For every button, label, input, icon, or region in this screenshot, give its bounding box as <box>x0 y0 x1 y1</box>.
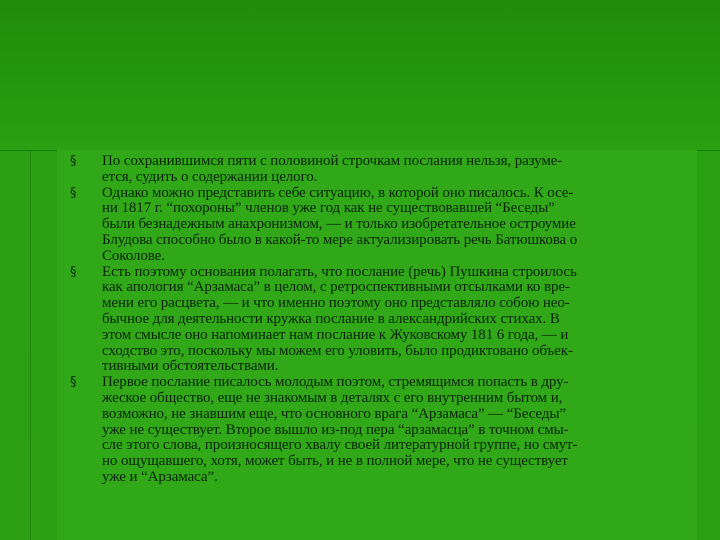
bullet-text-line: бычное для деятельности кружка послание в александрийских стихах. В <box>102 310 560 327</box>
decorative-line <box>30 150 31 540</box>
bullet-item <box>70 375 690 486</box>
bullet-text-line: Есть поэтому основания полагать, что послание (речь) Пушкина строилось <box>102 263 577 280</box>
bullet-text-line: уже не существует. Второе вышло из-под пера “арзамасца” в точном смы- <box>102 421 569 438</box>
bullet-text-line: но ощущавшего, хотя, может быть, и не в полной мере, что не существует <box>102 453 568 470</box>
bullet-text-line: уже и “Арзамаса”. <box>102 468 218 485</box>
bullet-text-line: жеское общество, еще не знакомым в деталях с его внутренним бытом и, <box>102 389 563 406</box>
bullet-text-line: этом смысле оно напоминает нам послание к Жуковскому 181 6 года, — и <box>102 326 569 343</box>
bullet-item <box>70 154 690 186</box>
bullet-text-line: Первое послание писалось молодым поэтом, стремящимся попасть в дру- <box>102 374 569 391</box>
bullet-item <box>70 265 690 376</box>
bullet-marker-icon: § <box>70 185 77 201</box>
bullet-list <box>70 154 690 486</box>
bullet-text-line: сле этого слова, произносящего хвалу своей литературной группе, но смут- <box>102 437 578 454</box>
bullet-text-line: Блудова способно было в какой-то мере актуализировать речь Батюшкова о <box>102 231 578 248</box>
bullet-text-line: сходство это, поскольку мы можем его уловить, было продиктовано объек- <box>102 342 573 359</box>
bullet-text-line: тивными обстоятельствами. <box>102 358 279 375</box>
bullet-text-line: ется, судить о содержании целого. <box>102 168 318 185</box>
bullet-text-line: Соколове. <box>102 247 165 264</box>
bullet-text-line: мени его расцвета, — и что именно поэтому оно представляло собою нео- <box>102 295 570 312</box>
bullet-text-line: ни 1817 г. “похороны” членов уже год как не существовавшей “Беседы” <box>102 200 555 217</box>
bullet-text-line: были безнадежным анахронизмом, — и только изобретательное остроумие <box>102 216 576 233</box>
bullet-text-line: возможно, не знавшим еще, что основного врага “Арзамаса” — “Беседы” <box>102 405 566 422</box>
bullet-marker-icon: § <box>70 375 77 391</box>
bullet-text-line: Однако можно представить себе ситуацию, в которой оно писалось. К осе- <box>102 184 574 201</box>
bullet-text-line: как апология “Арзамаса” в целом, с ретроспективными отсылками ко вре- <box>102 279 570 296</box>
bullet-text-line: По сохранившимся пяти с половиной строчкам послания нельзя, разуме- <box>102 153 563 169</box>
bullet-item <box>70 186 690 265</box>
bullet-marker-icon: § <box>70 154 77 169</box>
bullet-marker-icon: § <box>70 264 77 280</box>
